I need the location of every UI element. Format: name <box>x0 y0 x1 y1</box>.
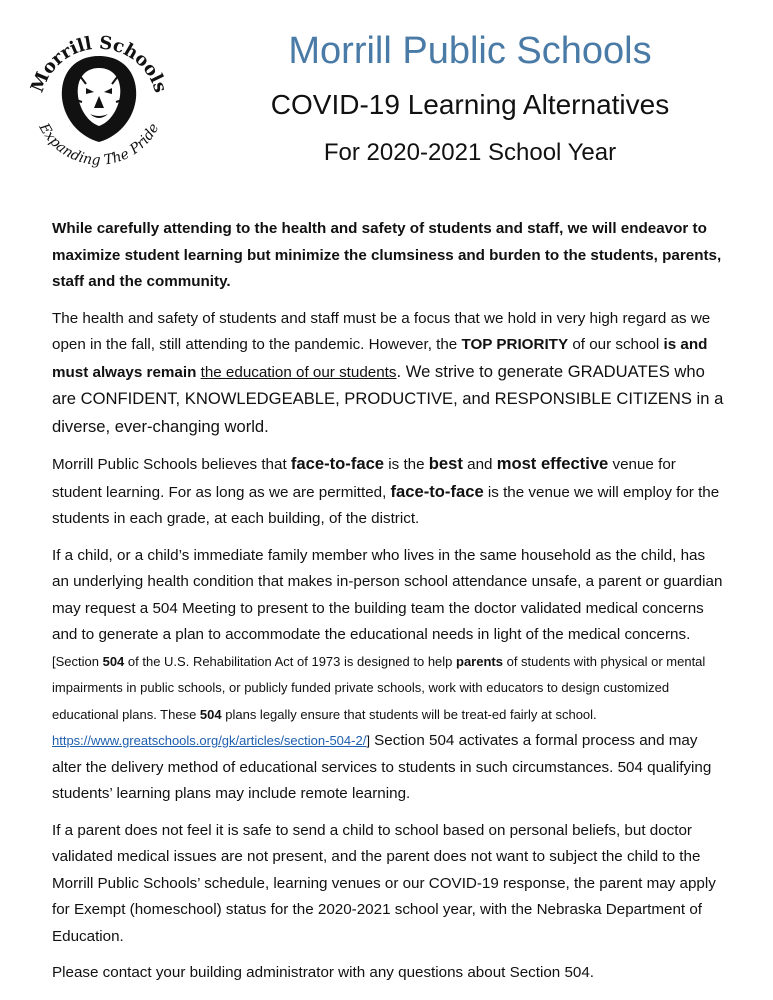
text-run: of our school <box>568 336 664 353</box>
school-year: For 2020-2021 School Year <box>323 139 617 166</box>
text-run: venue for student learning. For as long as we are permitted, <box>52 456 676 501</box>
logo-bottom-text: Expanding The Pride <box>35 120 163 168</box>
homeschool-paragraph: If a parent does not feel it is safe to send a child to school based on personal beliefs, but doctor validated medical issues are not present, and the parent does not want to subject the child to the Morrill Public Schools’ schedule, learning venues or our COVID-19 response, the parent may apply for Exempt (homeschool) status for the 2020-2021 school year, with the Nebraska Department of Education. <box>52 821 716 945</box>
underlined-text: the education of our students <box>200 363 397 381</box>
emphasis-text: 504 <box>199 706 222 722</box>
section-504-link[interactable]: https://www.greatschools.org/gk/articles/section-504-2/ <box>52 733 367 748</box>
emphasis-text: parents <box>456 653 503 669</box>
emphasis-text: 504 <box>102 653 125 669</box>
text-run: ] <box>366 733 370 748</box>
text-run: If a child, or a child’s immediate family member who lives in the same household as the child, has an underlying health condition that makes in-person school attendance unsafe, a parent or guardian may request a 504 Meeting to present to the building team the doctor validated medical concerns and to generate a plan to accommodate the educational needs in light of the medical concerns. <box>52 546 723 643</box>
text-run: of students with physical or mental impairments in public schools, or publicly funded private schools, work with educators to design customized educational plans. These <box>52 653 706 722</box>
text-run: of the U.S. Rehabilitation Act of 1973 is designed to help <box>124 653 457 669</box>
emphasis-text: is and must always remain <box>52 336 708 381</box>
page-subtitle: COVID-19 Learning Alternatives <box>270 89 670 120</box>
top-priority-text: TOP PRIORITY <box>461 336 569 353</box>
lion-head-icon <box>62 56 136 142</box>
text-run: [Section <box>52 653 103 669</box>
document-body <box>52 216 724 997</box>
text-run: plans legally ensure that students will be treat-ed fairly at school. <box>221 706 597 722</box>
text-run: Morrill Public Schools believes that <box>52 456 291 473</box>
emphasis-text: most effective <box>496 454 609 473</box>
text-run: and <box>462 456 497 473</box>
text-run: is the <box>384 456 429 473</box>
emphasis-text: face-to-face <box>390 481 484 501</box>
section-504-paragraph <box>52 543 724 808</box>
text-run: is the venue we will employ for the students in each grade, at each building, of the district. <box>52 483 720 527</box>
emphasis-text: face-to-face <box>290 454 385 473</box>
lead-paragraph: While carefully attending to the health and safety of students and staff, we will endeavor to maximize student learning but minimize the clumsiness and burden to the students, parents, staff and the community. <box>52 220 722 290</box>
text-run: Section 504 activates a formal process and may alter the delivery method of educational services to students in such circumstances. 504 qualifying students’ learning plans may include remote learning. <box>52 732 712 802</box>
contact-paragraph: Please contact your building administrator with any questions about Section 504. <box>52 964 595 981</box>
logo-top-text: Morrill Schools <box>26 32 171 96</box>
text-run: The health and safety of students and staff must be a focus that we hold in very high regard as we open in the fall, still attending to the pandemic. However, the <box>52 309 711 353</box>
priority-paragraph <box>52 306 724 442</box>
emphasis-text: best <box>428 454 463 473</box>
face-to-face-paragraph <box>52 451 724 533</box>
page-title: Morrill Public Schools <box>288 30 652 72</box>
graduates-text: . We strive to generate GRADUATES who are CONFIDENT, KNOWLEDGEABLE, PRODUCTIVE, and RESPONSIBLE CITIZENS in a diverse, ever-changing world. <box>52 361 724 436</box>
page-header <box>180 22 760 168</box>
school-logo <box>24 18 174 168</box>
